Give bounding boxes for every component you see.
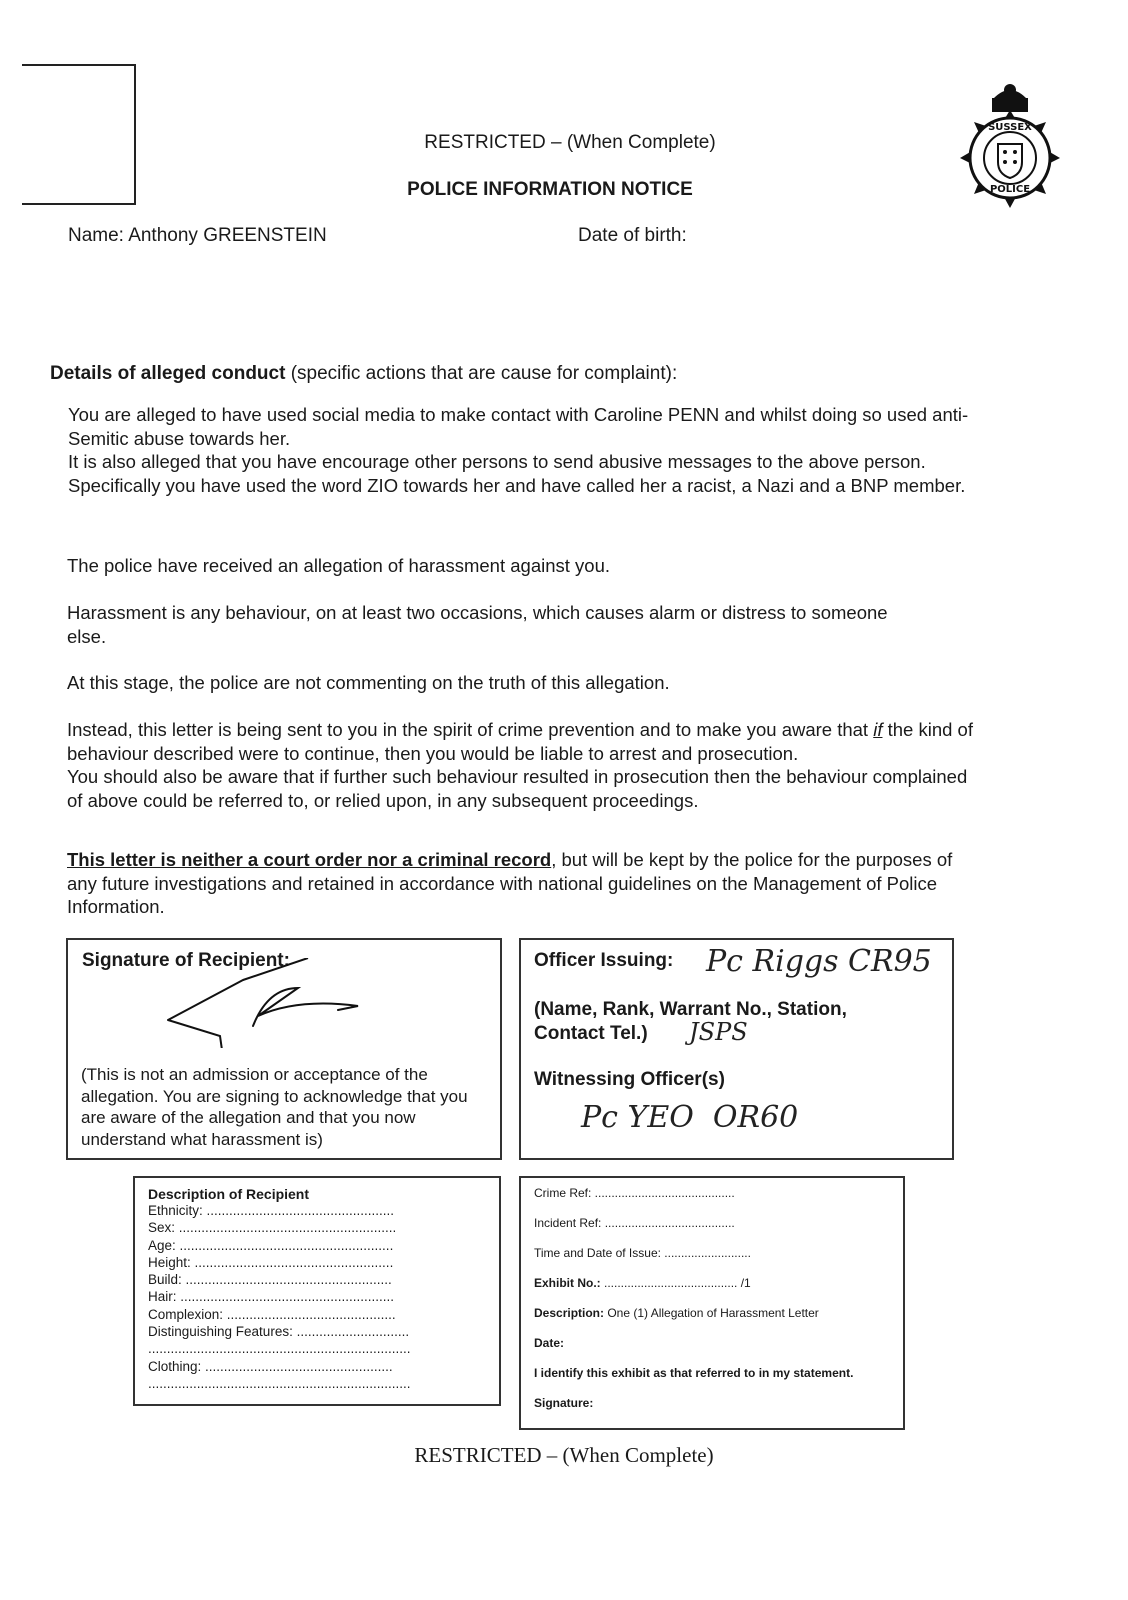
description-field: Ethnicity: .................................................. — [148, 1203, 395, 1218]
crest-text-bottom: POLICE — [989, 184, 1031, 195]
description-field: Distinguishing Features: .............................. — [148, 1324, 410, 1340]
details-heading-bold: Details of alleged conduct — [50, 363, 286, 384]
description-field: Build: ....................................................... — [148, 1272, 392, 1288]
paragraph-not-commenting: At this stage, the police are not commenting on the truth of this allegation. — [67, 672, 670, 693]
officer-detail-line1: (Name, Rank, Warrant No., Station, — [534, 999, 847, 1020]
paragraph-harassment-definition: Harassment is any behaviour, on at least two occasions, which causes alarm or distress to someone else. — [67, 602, 888, 647]
witness-handwritten: Pc YEO OR60 — [581, 1100, 799, 1135]
exhibit-identify — [534, 1366, 853, 1380]
restricted-footer: RESTRICTED – (When Complete) — [414, 1443, 714, 1467]
exhibit-date-label: Date: — [534, 1336, 565, 1350]
details-heading-rest: (specific actions that are cause for complaint): — [285, 363, 678, 384]
description-field: Age: ......................................................... — [148, 1237, 394, 1253]
signature-label: Signature of Recipient: — [82, 950, 290, 971]
description-field: Height: ..................................................... — [148, 1254, 394, 1270]
time-date-of-issue: Time and Date of Issue: .......................... — [534, 1246, 751, 1260]
restricted-header: RESTRICTED – (When Complete) — [424, 132, 716, 153]
officer-issuing-handwritten: Pc Riggs CR95 — [706, 944, 932, 979]
not-court-order-rest: , but will be kept by the police for the purposes of any future investigations and retained in accordance with national guidelines on the Management of Police Information. — [67, 849, 953, 917]
exhibit-date — [534, 1336, 564, 1350]
paragraph-crime-prevention — [67, 718, 977, 812]
witnessing-officer-label: Witnessing Officer(s) — [534, 1069, 725, 1090]
description-field: Complexion: ............................................. — [148, 1306, 396, 1322]
not-court-order-bold: This letter is neither a court order nor a criminal record — [67, 849, 552, 870]
allegation-line: You are alleged to have used social media to make contact with Caroline PENN and whilst doing so used anti- — [68, 404, 969, 425]
exhibit-box — [519, 1176, 905, 1430]
notice-title: POLICE INFORMATION NOTICE — [407, 179, 693, 200]
handwritten-signature — [148, 958, 388, 1048]
sussex-police-crest-icon — [950, 80, 1070, 220]
incident-ref: Incident Ref: ....................................... — [534, 1216, 735, 1230]
exhibit-identify-text: I identify this exhibit as that referred to in my statement. — [534, 1366, 854, 1380]
officer-issuing-label: Officer Issuing: — [534, 950, 674, 971]
allegation-details — [68, 403, 1078, 497]
exhibit-no-value: ........................................ /1 — [600, 1276, 751, 1290]
description-field: ...................................................................... — [148, 1375, 411, 1391]
exhibit-description — [534, 1306, 819, 1320]
allegation-line: Specifically you have used the word ZIO towards her and have called her a racist, a Nazi and a BNP member. — [68, 474, 966, 496]
paragraph-received: The police have received an allegation of harassment against you. — [67, 555, 611, 576]
exhibit-no-label: Exhibit No.: — [534, 1276, 601, 1290]
exhibit-no — [534, 1276, 751, 1290]
details-heading — [50, 363, 1090, 385]
date-of-birth: Date of birth: — [578, 225, 687, 246]
crest-text-top: SUSSEX — [988, 122, 1032, 133]
signature-note: (This is not an admission or acceptance of the allegation. You are signing to acknowledge that you are aware of the allegation and that you now understand what harassment is) — [81, 1065, 468, 1149]
crime-prevention-text: Instead, this letter is being sent to you in the spirit of crime prevention and to make you aware that — [67, 719, 874, 740]
description-box — [133, 1176, 501, 1406]
description-content — [148, 1186, 411, 1392]
officer-box — [519, 938, 954, 1160]
description-title: Description of Recipient — [148, 1186, 310, 1202]
if-emphasis: if — [873, 719, 883, 740]
crime-prevention-text-cont: the kind of behaviour described were to continue, then you would be liable to arrest and prosecution. — [67, 719, 973, 764]
exhibit-description-value: One (1) Allegation of Harassment Letter — [604, 1306, 819, 1320]
description-field: Clothing: .................................................. — [148, 1358, 393, 1374]
allegation-line: Semitic abuse towards her. — [68, 427, 291, 449]
paragraph-further-behaviour: You should also be aware that if further such behaviour resulted in prosecution then the behaviour complained of above could be referred to, or relied upon, in any subsequent proceedings. — [67, 766, 968, 811]
description-field: ...................................................................... — [148, 1341, 411, 1357]
description-field: Hair: ......................................................... — [148, 1289, 395, 1305]
exhibit-signature — [534, 1396, 593, 1410]
exhibit-description-label: Description: — [534, 1306, 605, 1320]
allegation-line: It is also alleged that you have encourage other persons to send abusive messages to the above person. — [68, 451, 926, 472]
recipient-name: Name: Anthony GREENSTEIN — [68, 225, 327, 246]
paragraph-not-court-order — [67, 848, 957, 919]
crime-ref: Crime Ref: .......................................... — [534, 1186, 735, 1200]
station-handwritten: JSPS — [689, 1018, 748, 1046]
officer-detail-line2: Contact Tel.) — [534, 1023, 648, 1044]
description-field: Sex: .......................................................... — [148, 1220, 397, 1236]
signature-box — [66, 938, 502, 1160]
corner-box — [22, 64, 136, 205]
exhibit-signature-label: Signature: — [534, 1396, 594, 1410]
